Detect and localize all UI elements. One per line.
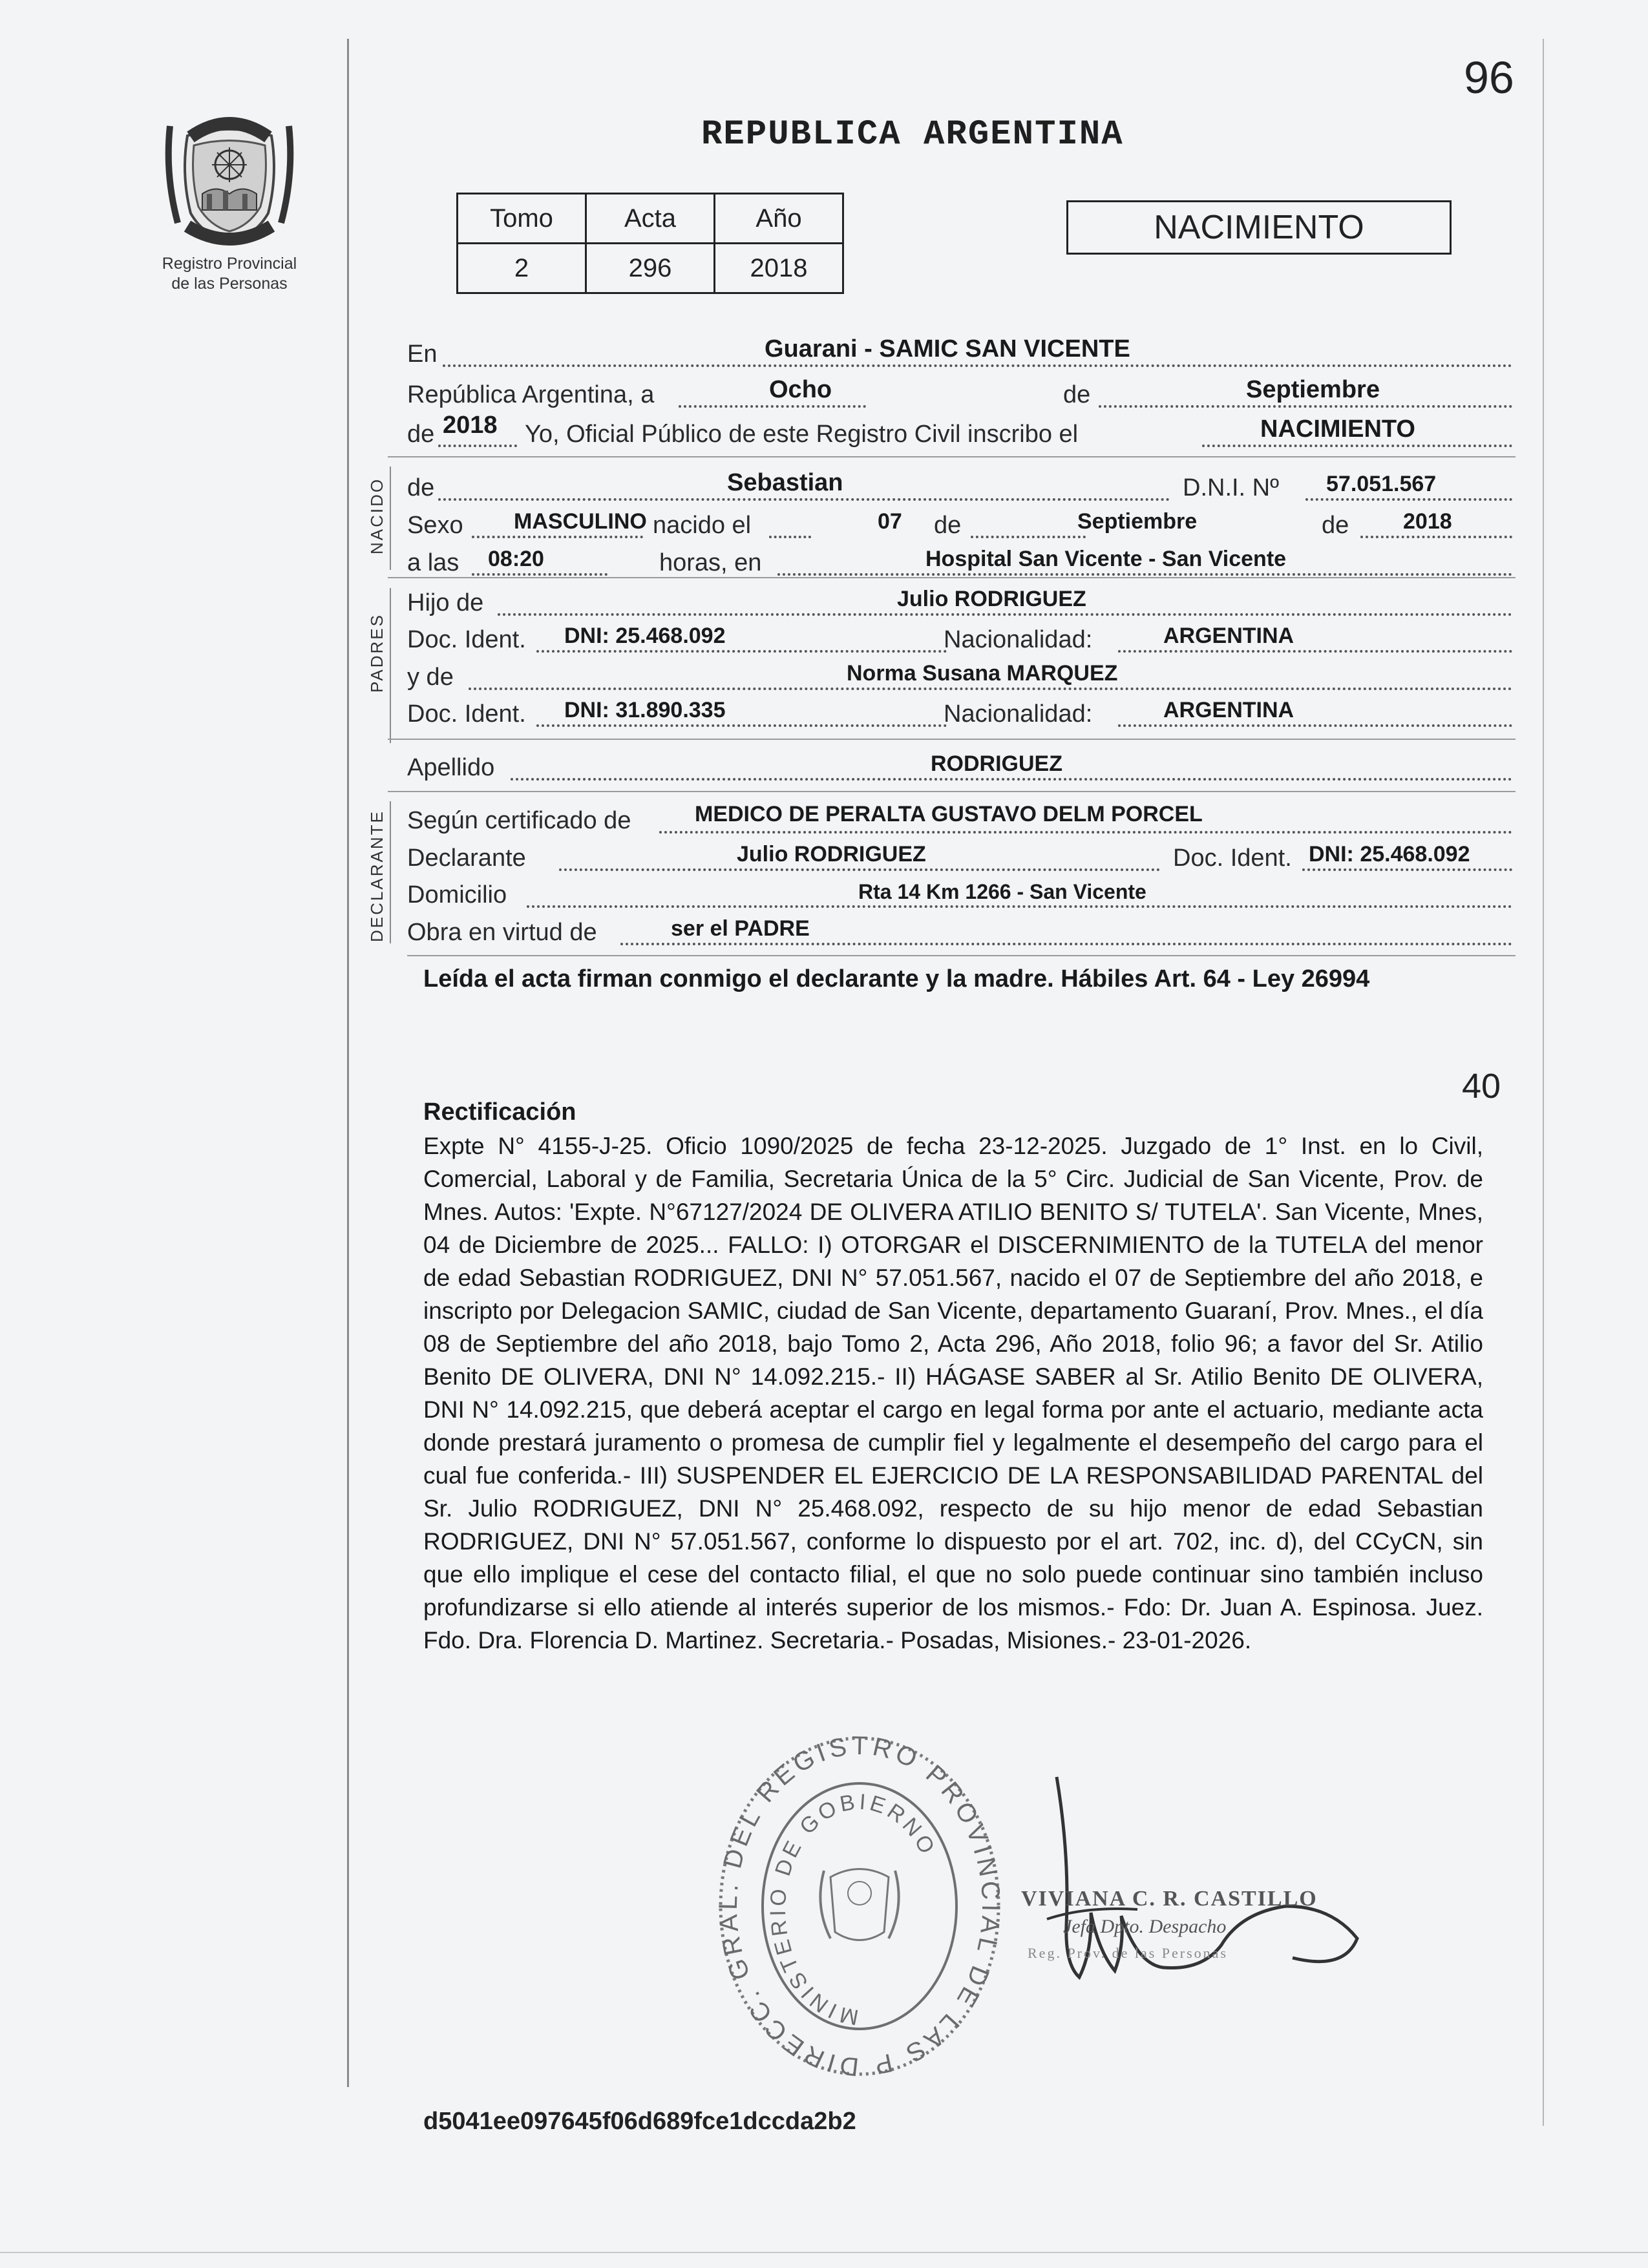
row-mother-doc <box>407 696 1512 732</box>
row-declarante <box>407 840 1512 876</box>
signature-scribble-icon <box>1008 1758 1370 2003</box>
dotted-leader <box>1118 650 1512 653</box>
month: Septiembre <box>1246 376 1380 403</box>
seal-outer-text: DIRECC. GRAL. DEL REGISTRO PROVINCIAL DE LAS P <box>713 1732 1006 2081</box>
left-margin-line <box>347 39 349 2087</box>
acta-value: 296 <box>586 244 715 293</box>
nacido-el-label: nacido el <box>653 512 752 539</box>
row-en <box>407 336 1512 372</box>
de-label: de <box>1063 381 1091 408</box>
de-label-2: de <box>934 512 962 539</box>
row-hijo-de <box>407 585 1512 621</box>
mother-nationality: ARGENTINA <box>1163 698 1294 722</box>
apellido-label: Apellido <box>407 754 495 781</box>
dotted-leader <box>659 831 1512 834</box>
republica-label: República Argentina, a <box>407 381 655 408</box>
province-emblem <box>152 97 307 252</box>
event: NACIMIENTO <box>1260 415 1415 443</box>
seal-inner-text: MINISTERIO DE GOBIERNO <box>765 1789 941 2030</box>
domicilio: Rta 14 Km 1266 - San Vicente <box>858 880 1146 903</box>
row-nacido-sex <box>407 507 1512 543</box>
signature <box>1008 1758 1370 2003</box>
registry-caption-line-1: Registro Provincial <box>162 255 297 273</box>
right-margin-line <box>1543 39 1544 2126</box>
registry-caption-line-2: de las Personas <box>171 275 288 293</box>
doc-ident-label: Doc. Ident. <box>407 626 526 653</box>
declarante-section-label: DECLARANTE <box>367 810 386 942</box>
dotted-leader <box>1360 536 1512 538</box>
signer-office: Reg. Prov. de las Personas <box>1028 1945 1228 1961</box>
emblem-icon <box>152 97 307 252</box>
de-label-3: de <box>1322 512 1349 539</box>
year: 2018 <box>443 412 498 439</box>
birth-place: Hospital San Vicente - San Vicente <box>925 547 1287 571</box>
dotted-leader <box>438 445 517 447</box>
father-nationality: ARGENTINA <box>1163 624 1294 648</box>
dotted-leader <box>472 536 643 538</box>
nacido-section-label: NACIDO <box>367 477 386 554</box>
mother-name: Norma Susana MARQUEZ <box>847 661 1118 686</box>
sex: MASCULINO <box>514 509 647 534</box>
dotted-leader <box>1302 868 1512 871</box>
closing-note: Leída el acta firman conmigo el declarante y la madre. Hábiles Art. 64 - Ley 26994 <box>423 965 1370 992</box>
dotted-leader <box>438 498 1170 501</box>
registry-place: Guarani - SAMIC SAN VICENTE <box>765 335 1130 362</box>
birth-month: Septiembre <box>1077 509 1198 534</box>
row-apellido <box>407 750 1512 786</box>
certificado: MEDICO DE PERALTA GUSTAVO DELM PORCEL <box>695 802 1203 826</box>
child-dni: 57.051.567 <box>1326 472 1437 496</box>
signer-role: Jefa Dpto. Despacho <box>1063 1916 1227 1937</box>
father-doc: DNI: 25.468.092 <box>564 624 726 648</box>
country-title: REPUBLICA ARGENTINA <box>701 115 1124 154</box>
birth-time: 08:20 <box>488 547 544 571</box>
horas-label: horas, en <box>659 549 762 576</box>
dotted-leader <box>443 364 1512 367</box>
divider-nacido-top <box>388 456 1516 457</box>
row-obra <box>407 914 1512 950</box>
a-las-label: a las <box>407 549 460 576</box>
registry-seal <box>711 1732 1008 2087</box>
padres-section-label: PADRES <box>367 613 386 693</box>
sexo-label: Sexo <box>407 512 463 539</box>
row-nacido-name <box>407 470 1512 506</box>
domicilio-label: Domicilio <box>407 881 507 908</box>
dotted-leader <box>1099 405 1512 408</box>
registry-caption <box>132 254 326 294</box>
de-label: de <box>407 474 435 501</box>
obra-label: Obra en virtud de <box>407 919 597 946</box>
de-year-label: de <box>407 421 435 448</box>
record-table-value-row <box>458 244 843 293</box>
dotted-leader <box>559 868 1160 871</box>
child-name: Sebastian <box>727 469 843 496</box>
record-type-box: NACIMIENTO <box>1066 200 1452 255</box>
certificado-label: Según certificado de <box>407 807 631 834</box>
nacionalidad-label: Nacionalidad: <box>944 700 1093 728</box>
doc-ident-label: Doc. Ident. <box>407 700 526 728</box>
row-y-de <box>407 659 1512 695</box>
statement: Yo, Oficial Público de este Registro Civil inscribo el <box>525 421 1079 448</box>
hijo-de-label: Hijo de <box>407 589 484 616</box>
record-table <box>456 193 844 294</box>
tomo-value: 2 <box>458 244 586 293</box>
birth-year: 2018 <box>1403 509 1452 534</box>
dotted-leader <box>536 724 947 727</box>
dotted-leader <box>1305 498 1512 501</box>
y-de-label: y de <box>407 664 454 691</box>
declarante-doc: DNI: 25.468.092 <box>1309 842 1470 866</box>
father-name: Julio RODRIGUEZ <box>897 587 1086 611</box>
rectification-title: Rectificación <box>423 1098 576 1126</box>
document-hash: d5041ee097645f06d689fce1dccda2b2 <box>423 2108 856 2135</box>
dotted-leader <box>472 573 607 576</box>
row-statement <box>407 412 1512 452</box>
birth-day: 07 <box>878 509 902 534</box>
anio-value: 2018 <box>715 244 843 293</box>
dotted-leader <box>777 573 1512 576</box>
dotted-leader <box>527 905 1512 908</box>
tomo-header: Tomo <box>458 194 586 244</box>
padres-bracket <box>390 588 391 743</box>
row-father-doc <box>407 622 1512 658</box>
acta-header: Acta <box>586 194 715 244</box>
divider-padres-top <box>388 577 1516 578</box>
divider-declarante-top <box>388 791 1516 792</box>
bottom-edge-line <box>0 2252 1648 2253</box>
signer-name: VIVIANA C. R. CASTILLO <box>1021 1887 1318 1911</box>
obra: ser el PADRE <box>671 916 810 941</box>
dni-label: D.N.I. Nº <box>1183 474 1279 501</box>
declarante-label: Declarante <box>407 845 526 872</box>
day-words: Ocho <box>769 376 832 403</box>
nacido-bracket <box>390 467 391 570</box>
divider-declarante-bottom <box>407 955 1516 956</box>
row-domicilio <box>407 877 1512 913</box>
dotted-leader <box>469 688 1512 690</box>
page-number: 96 <box>1464 52 1514 103</box>
dotted-leader <box>511 778 1512 781</box>
record-table-header-row <box>458 194 843 244</box>
row-republica <box>407 377 1512 413</box>
surname: RODRIGUEZ <box>931 751 1062 776</box>
divider-apellido-top <box>388 739 1516 740</box>
dotted-leader <box>1202 445 1512 447</box>
nacionalidad-label: Nacionalidad: <box>944 626 1093 653</box>
row-certificado <box>407 803 1512 839</box>
declarante-bracket <box>390 801 391 943</box>
anio-header: Año <box>715 194 843 244</box>
dotted-leader <box>498 613 1512 616</box>
dotted-leader <box>679 405 866 408</box>
rectification-body: Expte N° 4155-J-25. Oficio 1090/2025 de fecha 23-12-2025. Juzgado de 1° Inst. en lo Civil, Comercial, Laboral y de Familia, Secretaria Única de la 5° Circ. Judicial de San Vicente, Prov. de Mnes. Autos: 'Expte. N°67127/2024 DE OLIVERA ATILIO BENITO S/ TUTELA'. San Vicente, Mnes, 04 de Diciembre de 2025... FALLO: I) OTORGAR el DISCERNIMIENTO de la TUTELA del menor de edad Sebastian RODRIGUEZ, DNI N° 57.051.567, nacido el 07 de Septiembre del año 2018, e inscripto por Delegacion SAMIC, ciudad de San Vicente, departamento Guaraní, Prov. Mnes., el día 08 de Septiembre del año 2018, bajo Tomo 2, Acta 296, Año 2018, folio 96; a favor del Sr. Atilio Benito DE OLIVERA, DNI N° 14.092.215.- II) HÁGASE SABER al Sr. Atilio Benito DE OLIVERA, DNI N° 14.092.215, que deberá aceptar el cargo en legal forma por ante el actuario, mediante acta donde prestará juramento o promesa de cumplir fiel y legalmente el desempeño del cargo para el cual fue conferida.- III) SUSPENDER EL EJERCICIO DE LA RESPONSABILIDAD PARENTAL del Sr. Julio RODRIGUEZ, DNI N° 25.468.092, respecto de su hijo menor de edad Sebastian RODRIGUEZ, DNI N° 57.051.567, conforme lo dispuesto por el art. 702, inc. d), del CCyCN, sin que ello implique el cese del contacto filial, el que no solo puede continuar sino también incluso profundizarse si ello atiende al interés superior de los mismos.- Fdo: Dr. Juan A. Espinosa. Juez. Fdo. Dra. Florencia D. Martinez. Secretaria.- Posadas, Misiones.- 23-01-2026. <box>423 1133 1483 1654</box>
doc-ident-label: Doc. Ident. <box>1173 845 1292 872</box>
rectification-number: 40 <box>1462 1067 1501 1106</box>
declarante-name: Julio RODRIGUEZ <box>737 842 926 866</box>
mother-doc: DNI: 31.890.335 <box>564 698 726 722</box>
dotted-leader <box>620 943 1512 945</box>
seal-icon <box>711 1732 1008 2087</box>
row-nacido-time <box>407 545 1512 581</box>
dotted-leader <box>1118 724 1512 727</box>
dotted-leader <box>536 650 947 653</box>
en-label: En <box>407 341 438 368</box>
dotted-leader <box>769 536 811 538</box>
dotted-leader <box>971 536 1086 538</box>
